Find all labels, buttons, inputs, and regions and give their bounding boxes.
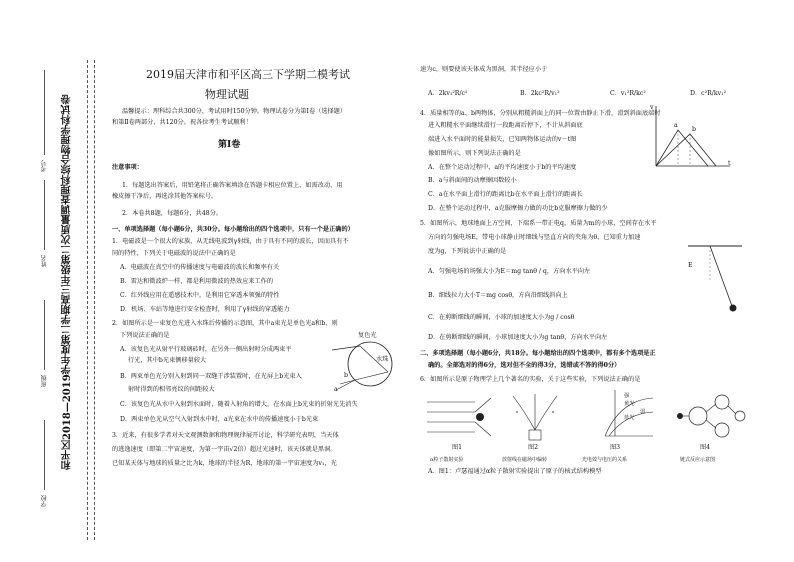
intro-line-1: 温馨提示：理科综合共300分，考试用时150分钟。物理试卷分为第Ⅰ卷（选择题）: [122, 108, 347, 115]
q6-stem: 6．如图所示是原子物理学上几个著名的实验，关于这些实验，下列说法正确的是: [420, 376, 641, 383]
name-label: 姓名: [41, 255, 48, 267]
q4-line-a: 4．质量相等的a、b两物体，分别从粗糙斜面上的同一位置由静止下滑，滑到斜面底端时: [420, 110, 661, 117]
fig-label-light: 复色光: [358, 332, 377, 339]
fig-label-a: a: [334, 386, 338, 393]
fig3-label: 图3: [610, 444, 621, 451]
note-2: 2．本卷共8题，每题6分，共48分。: [122, 210, 223, 217]
q3-line-d: 速为c，则要使该天体成为黑洞，其半径应小于: [420, 66, 548, 73]
exam-title: 2019届天津市和平区高三下学期二模考试: [146, 68, 350, 81]
q2-line-a: 2．如图所示是一束复色光进入水珠后传播的示意图，其中a束光是单色光a和b，则: [112, 320, 338, 327]
binding-dashed-line: [87, 60, 88, 540]
fig2-label: 图2: [528, 444, 539, 451]
q2-option-d: D．两束单色光从空气入射到水中时，a光束在水中的传播速度小于b光束: [120, 416, 319, 423]
vt-label-t: t: [728, 160, 731, 167]
part-1-heading: 一、单项选择题（每小题6分，共30分。每小题给出的四个选项中，只有一个是正确的）: [112, 226, 354, 233]
intro-line-2: 和第Ⅱ卷两部分，共120分。祝各位考生考试顺利！: [112, 119, 252, 126]
vt-graph: [650, 104, 732, 172]
q3-option-a: A．2kv₁²R/c²: [428, 90, 468, 97]
fig1-alpha-scattering: [425, 392, 495, 442]
note-1b: 橡皮擦干净后，再选涂其他答案标号。: [112, 193, 218, 200]
q2-option-a2: 行光，其中b光束侧移量较大: [128, 357, 207, 364]
q2-option-c: C．该复色光从水中入射到水面时，随着入射角的增大，在水面上b光束的折射光先消失: [120, 401, 358, 408]
q4-option-c: C．a在水平面上滑行的距离比b在水平面上滑行的距离长: [428, 191, 583, 198]
q4-option-d: D．在整个运动过程中，a克服摩擦力做的功比b克服摩擦力做的少: [428, 205, 608, 212]
q2-option-a: A．该复色光从射平行玻璃砖时，在另外一侧出射时分成两束平: [120, 346, 292, 353]
fig3-label-blue: 蓝光: [624, 415, 635, 421]
fig1-caption: α粒子散射实验: [430, 457, 464, 463]
class-blank: [44, 300, 45, 370]
school-blank: [44, 420, 45, 490]
pendulum-figure: [680, 240, 750, 320]
q5-line-b: 方向的匀强电场E，带电小球静止时细线与竖直方向的夹角为θ，已知重力加速: [428, 234, 641, 241]
section-heading: 第Ⅰ卷: [218, 140, 241, 150]
q4-line-d: 像如图所示，则下列说法正确的是: [428, 150, 521, 157]
fig-label-water: 水珠: [376, 356, 389, 363]
fig4-chain-reaction: [668, 388, 748, 444]
q1-option-a: A．电磁波在真空中的传播速度与电磁波的波长和频率有关: [120, 264, 280, 271]
q3-line-b: 的逃逸速度（即第二宇宙速度，为第一宇宙√2倍）超过光速时，该天体就是黑洞。: [112, 446, 337, 453]
part-2-heading-b: 确的。全部选对的得6分，选对但不全的得3分，选错或不答的得0分）: [428, 362, 621, 369]
exam-no-label: 考号: [41, 160, 48, 172]
notes-title: 注意事项：: [112, 164, 143, 171]
part-2-heading-a: 二、多项选择题（每小题6分，共18分。每小题给出的四个选项中，都有多个选项是正: [420, 350, 656, 357]
q4-line-c: 端进入水平面时的能量损失，已知两物体运动的v－t图: [428, 136, 577, 143]
q5-option-a: A．匀强电场的场强大小为E＝mg tanθ / q，方向水平向左: [428, 268, 591, 275]
name-blank: [44, 180, 45, 250]
vt-label-v: v: [650, 104, 654, 111]
q1-line-a: 1．电磁波是一个很大的家族，从无线电波到γ射线，由于具有不同的波长，因而具有不: [112, 238, 349, 245]
binding-dashed-line-2: [94, 60, 95, 540]
q3-line-a: 3．近来，有很多学者对天文观测数据和物理规律展开讨论，科学研究表明，当天体: [112, 432, 339, 439]
q5-option-d: D．在剪断细线的瞬间，小球加速度大小为g tanθ，方向水平向左: [428, 334, 608, 341]
note-1: 1．每题选出答案后，用铅笔将正确答案填涂在答题卡相应位置上，如需改动，用: [122, 182, 343, 189]
q5-option-c: C．在剪断细线的瞬间，小球的加速度大小为g / cosθ: [428, 314, 575, 321]
pendulum-label-e: E: [688, 262, 693, 269]
vt-label-a: a: [674, 122, 678, 129]
school-label: 学校: [41, 495, 48, 507]
q1-option-b: B．雷达和微波炉一样，都是利用微波的热效应来工作的: [120, 278, 274, 285]
exam-no-blank: [44, 70, 45, 155]
fig2-caption: 放射线在磁场中偏转: [502, 457, 548, 463]
q5-line-a: 5．如图所示，地球地面上方空间，下端系一带正电q，质量为m的小球，空间存在水平: [420, 220, 657, 227]
q1-line-b: 同的特性，下列关于电磁波的说法中正确的是: [112, 250, 236, 257]
fig3-label-weak: 弱: [640, 409, 646, 415]
q3-line-c: 已知某天体与地球的质量之比为k，地球的半径为R，地球的第一宇宙速度为v₁，光: [112, 460, 337, 467]
fig3-caption: 光电效与电压的关系: [582, 457, 628, 463]
q3-option-b: B．2kc²R/v₁²: [520, 90, 560, 97]
side-vertical-title: 和平区2018—2019学年度第二学期高三年级第二次质量调查理科综合物理学科试卷: [62, 94, 73, 470]
q4-option-b: B．a与斜面间的动摩擦因数较小: [428, 177, 517, 184]
exam-subtitle: 物理试题: [205, 88, 249, 101]
fig1-label: 图1: [452, 444, 463, 451]
water-droplet-figure: [330, 332, 400, 392]
q5-line-c: 度为g，下列说法中正确的是: [428, 248, 507, 255]
fig3-label-yellow: 黄光: [624, 401, 635, 407]
q1-option-d: D．机场、车站等地进行安全检查时，利用了γ射线的穿透能力: [120, 306, 290, 313]
q2-option-b2: 射时得到的相邻亮纹的间距较大: [128, 386, 215, 393]
fig4-caption: 链式反应示意图: [680, 457, 716, 463]
q1-option-c: C．红外线应用在遥感技术中，是利用它穿透本领强的特性: [120, 292, 280, 299]
q3-option-d: D．c²R/kv₁²: [690, 90, 727, 97]
vt-label-b: b: [692, 126, 696, 133]
fig3-label-yellow-strong: 强: [624, 393, 630, 399]
q3-option-c: C．v₁²R/kc²: [610, 90, 646, 97]
class-label: 班级: [41, 375, 48, 387]
fig4-label: 图4: [700, 444, 711, 451]
q5-option-b: B．细线拉力大小T＝mg cosθ，方向沿细线斜向上: [428, 292, 568, 299]
q4-option-a: A．在整个运动过程中，a的平均速度小于b的平均速度: [428, 164, 577, 171]
fig2-radiation-deflection: [505, 392, 565, 442]
q2-line-b: 下列说法正确的是: [120, 332, 170, 339]
q6-option-a: A．图1：卢瑟福通过α粒子散射实验提出了原子的核式结构模型: [428, 468, 602, 475]
q4-line-b: 进入粗糙水平面继续滑行一段距离后停下，不计从斜面底: [428, 122, 583, 129]
q2-option-b: B．两束单色光分别入射到同一双缝干涉装置时，在光屏上b光束入: [120, 373, 302, 380]
fig-label-b: b: [344, 372, 348, 379]
